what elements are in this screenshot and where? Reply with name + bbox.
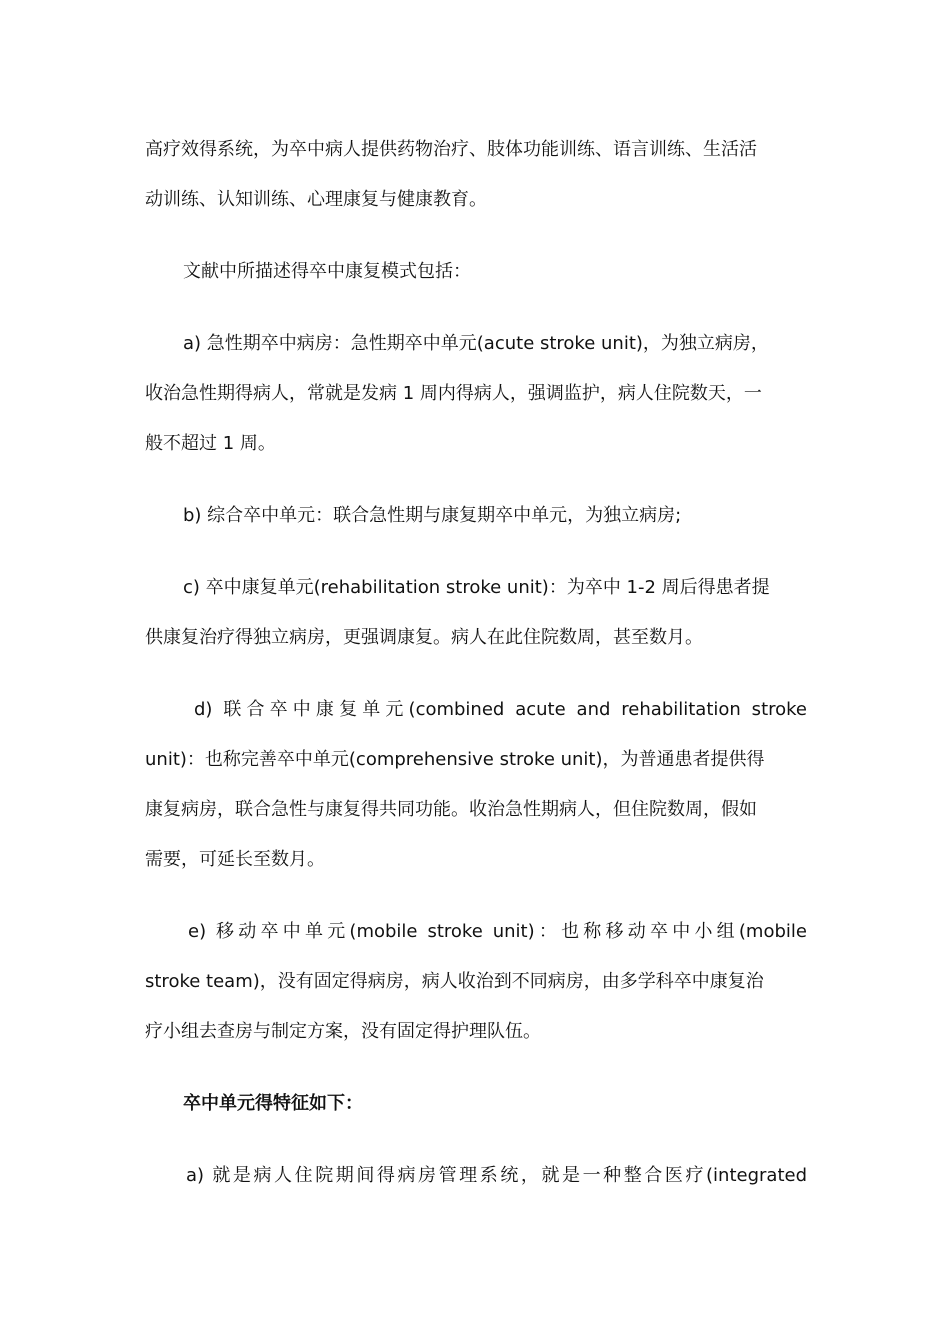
text-line: unit)：也称完善卒中单元(comprehensive stroke unit)，为普通患者提供得 bbox=[145, 749, 765, 770]
paragraph-intro: 文献中所描述得卒中康复模式包括： bbox=[183, 261, 471, 282]
list-item-c: c) 卒中康复单元(rehabilitation stroke unit)：为卒中 1-2 周后得患者提 bbox=[183, 577, 770, 598]
text-line: 收治急性期得病人，常就是发病 1 周内得病人，强调监护，病人住院数天，一 bbox=[145, 383, 762, 404]
feature-item-a: a) 就是病人住院期间得病房管理系统，就是一种整合医疗(integrated bbox=[186, 1165, 807, 1186]
text-line: 康复病房，联合急性与康复得共同功能。收治急性期病人，但住院数周，假如 bbox=[145, 799, 757, 820]
text-line: 疗小组去查房与制定方案，没有固定得护理队伍。 bbox=[145, 1021, 541, 1042]
list-item-a: a) 急性期卒中病房：急性期卒中单元(acute stroke unit)，为独立病房， bbox=[183, 333, 769, 354]
text-line: stroke team)，没有固定得病房，病人收治到不同病房，由多学科卒中康复治 bbox=[145, 971, 764, 992]
list-item-b: b) 综合卒中单元：联合急性期与康复期卒中单元，为独立病房; bbox=[183, 505, 682, 526]
text-line: 高疗效得系统，为卒中病人提供药物治疗、肢体功能训练、语言训练、生活活 bbox=[145, 139, 757, 160]
text-line: 动训练、认知训练、心理康复与健康教育。 bbox=[145, 189, 487, 210]
text-line: 供康复治疗得独立病房，更强调康复。病人在此住院数周，甚至数月。 bbox=[145, 627, 703, 648]
list-item-d: d) 联合卒中康复单元(combined acute and rehabilitation stroke bbox=[194, 699, 807, 720]
section-heading: 卒中单元得特征如下： bbox=[183, 1093, 363, 1114]
text-line: 般不超过 1 周。 bbox=[145, 433, 276, 454]
text-line: 需要，可延长至数月。 bbox=[145, 849, 325, 870]
list-item-e: e) 移动卒中单元(mobile stroke unit)：也称移动卒中小组(mobile bbox=[188, 921, 807, 942]
